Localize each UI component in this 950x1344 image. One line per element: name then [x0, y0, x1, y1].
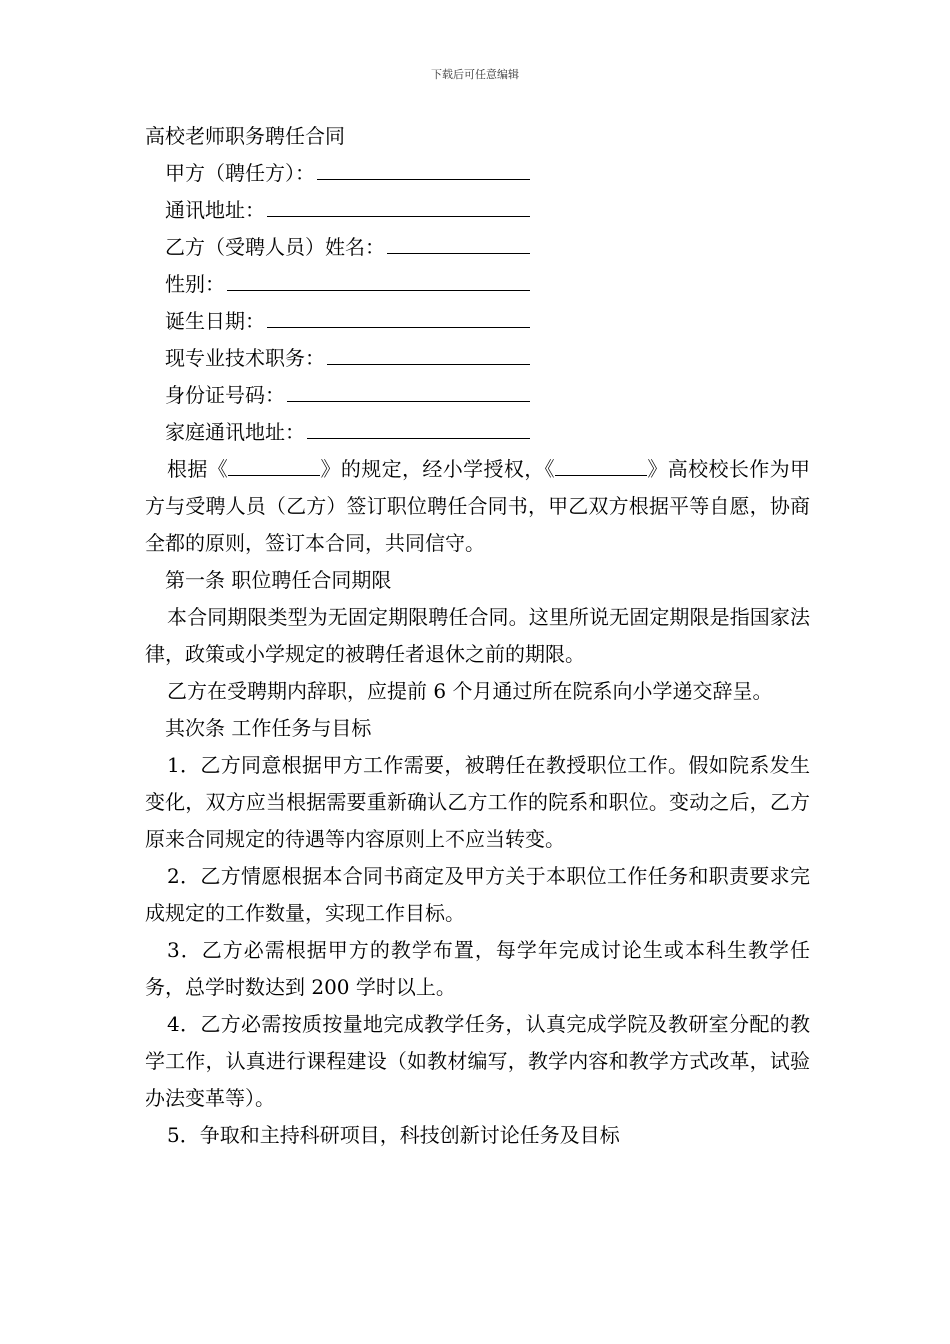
- field-blank[interactable]: [267, 303, 530, 328]
- field-label: 乙方（受聘人员）姓名：: [165, 235, 385, 259]
- field-blank[interactable]: [317, 155, 530, 180]
- field-blank[interactable]: [267, 192, 530, 217]
- field-label: 身份证号码：: [165, 383, 285, 407]
- field-birth-date: [165, 303, 530, 340]
- field-blank[interactable]: [327, 340, 530, 365]
- intro-text-1: 根据《: [167, 457, 229, 481]
- field-blank[interactable]: [307, 414, 530, 439]
- field-label: 性别：: [165, 272, 225, 296]
- field-party-a: [165, 155, 530, 192]
- article-2-heading: 其次条 工作任务与目标: [165, 716, 372, 740]
- contract-document: [145, 118, 810, 1154]
- field-label: 现专业技术职务：: [165, 346, 325, 370]
- article-2-item-4: 4．乙方必需按质按量地完成教学任务，认真完成学院及教研室分配的教学工作，认真进行课程建设（如教材编写，教学内容和教学方式改革，试验办法变革等）。: [145, 1012, 810, 1110]
- field-label: 甲方（聘任方）：: [165, 161, 315, 185]
- field-gender: [165, 266, 530, 303]
- field-party-b-name: [165, 229, 530, 266]
- field-blank[interactable]: [227, 266, 530, 291]
- party-fields: [145, 155, 810, 451]
- header-note: 下载后可任意编辑: [431, 68, 519, 81]
- field-id-number: [165, 377, 530, 414]
- article-2-item-2: 2．乙方情愿根据本合同书商定及甲方关于本职位工作任务和职责要求完成规定的工作数量，实现工作目标。: [145, 864, 810, 925]
- article-2-item-1: 1．乙方同意根据甲方工作需要，被聘任在教授职位工作。假如院系发生变化，双方应当根据需要重新确认乙方工作的院系和职位。变动之后，乙方原来合同规定的待遇等内容原则上不应当转变。: [145, 753, 810, 851]
- field-label: 家庭通讯地址：: [165, 420, 305, 444]
- field-home-address: [165, 414, 530, 451]
- field-label: 诞生日期：: [165, 309, 265, 333]
- article-1-heading: 第一条 职位聘任合同期限: [165, 568, 392, 592]
- intro-blank-1[interactable]: [228, 455, 320, 476]
- article-2-item-3: 3．乙方必需根据甲方的教学布置，每学年完成讨论生或本科生教学任务，总学时数达到 200 学时以上。: [145, 938, 810, 999]
- field-blank[interactable]: [287, 377, 530, 402]
- article-1-paragraph-1: 本合同期限类型为无固定期限聘任合同。这里所说无固定期限是指国家法律，政策或小学规定的被聘任者退休之前的期限。: [145, 605, 810, 666]
- intro-text-2: 》的规定，经小学授权，《: [320, 457, 555, 481]
- field-address: [165, 192, 530, 229]
- document-title: 高校老师职务聘任合同: [145, 124, 345, 148]
- intro-blank-2[interactable]: [555, 455, 647, 476]
- intro-paragraph: [145, 451, 810, 562]
- intro-text-3: 》高校校长作为甲方与受聘人员（乙方）签订职位聘任合同书，甲乙双方根据平等自愿，协商全都的原则，签订本合同，共同信守。: [145, 457, 810, 555]
- field-professional-title: [165, 340, 530, 377]
- field-blank[interactable]: [387, 229, 530, 254]
- article-2-item-5: 5．争取和主持科研项目，科技创新讨论任务及目标: [167, 1123, 620, 1147]
- field-label: 通讯地址：: [165, 198, 265, 222]
- article-1-paragraph-2: 乙方在受聘期内辞职，应提前 6 个月通过所在院系向小学递交辞呈。: [167, 679, 773, 703]
